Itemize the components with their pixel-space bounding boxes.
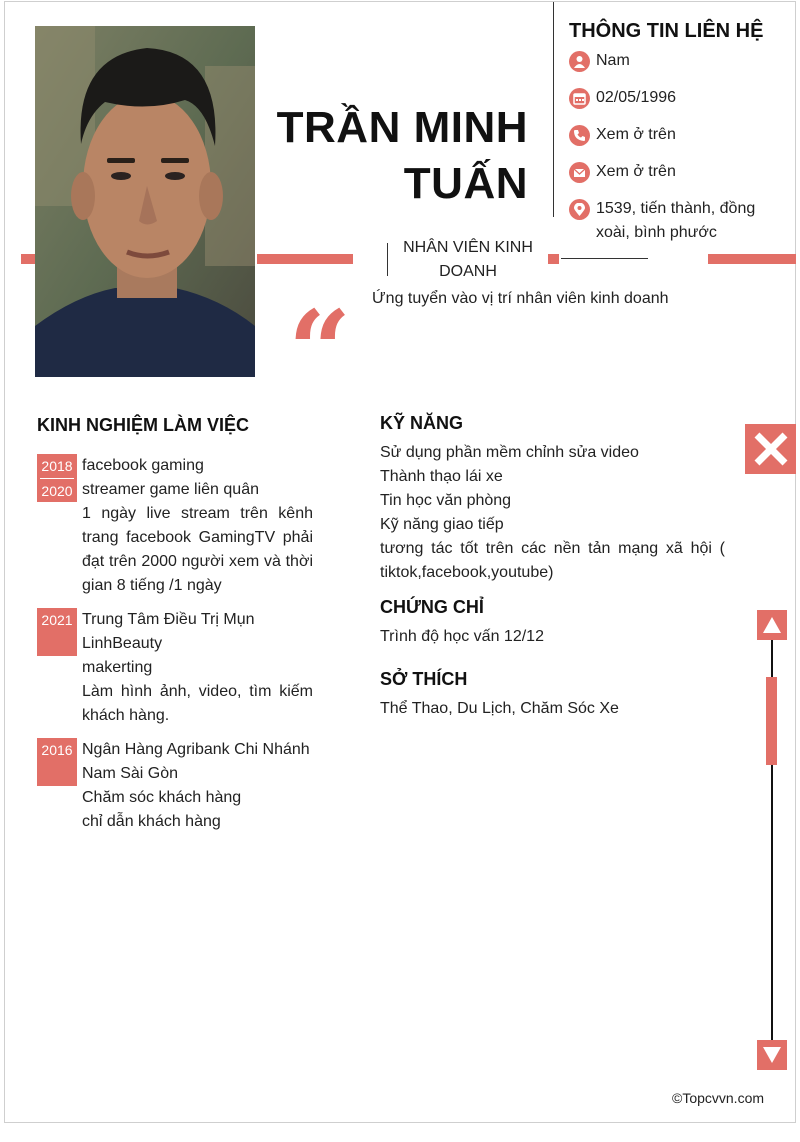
experience-company: Trung Tâm Điều Trị Mụn LinhBeauty (82, 611, 255, 652)
contact-phone-text: Xem ở trên (596, 126, 676, 143)
name-line-1: TRẦN MINH (276, 103, 528, 152)
email-icon (569, 162, 590, 183)
scroll-down-button[interactable] (757, 1040, 787, 1070)
contact-email-text: Xem ở trên (596, 163, 676, 180)
thin-rule (561, 258, 648, 259)
year-start: 2016 (41, 742, 73, 758)
experience-title: KINH NGHIỆM LÀM VIỆC (37, 415, 250, 435)
footer-credit: ©Topcvvn.com (672, 1090, 765, 1106)
experience-year (37, 454, 77, 502)
experience-year (37, 608, 77, 656)
close-icon (754, 432, 788, 466)
skill-item: Sử dụng phần mềm chỉnh sửa video (380, 444, 639, 461)
arrow-down-icon (762, 1046, 782, 1064)
user-icon (569, 51, 590, 72)
experience-body (82, 454, 313, 598)
accent-bar-mid (257, 254, 353, 264)
experience-year (37, 738, 77, 786)
profile-photo (35, 26, 255, 377)
experience-item (37, 738, 313, 834)
name-line-2: TUẤN (403, 159, 528, 208)
experience-description: chỉ dẫn khách hàng (82, 813, 221, 830)
year-end: 2020 (40, 478, 74, 503)
skill-item: Thành thạo lái xe (380, 468, 503, 485)
experience-item (37, 608, 313, 728)
contact-divider (553, 2, 554, 217)
experience-company: facebook gaming (82, 457, 204, 474)
full-name (277, 100, 528, 212)
accent-bar-right (708, 254, 796, 264)
experience-description: Làm hình ảnh, video, tìm kiếm khách hàng. (82, 683, 313, 724)
contact-title: THÔNG TIN LIÊN HỆ (569, 20, 764, 42)
contact-address (569, 197, 789, 245)
title-divider (387, 243, 388, 276)
year-start: 2018 (41, 458, 73, 474)
career-objective: Ứng tuyển vào vị trí nhân viên kinh doanh (372, 290, 669, 307)
experience-description: 1 ngày live stream trên kênh trang facebook GamingTV phải đạt trên 2000 người xem và thời gian 8 tiếng /1 ngày (82, 505, 313, 594)
contact-address-text: 1539, tiến thành, đồng xoài, bình phước (596, 200, 756, 241)
calendar-icon (569, 88, 590, 109)
close-button[interactable] (745, 424, 796, 474)
hobbies-title: SỞ THÍCH (380, 669, 468, 689)
contact-email (569, 160, 789, 184)
skill-item: Tin học văn phòng (380, 492, 512, 509)
contact-gender (569, 49, 789, 73)
accent-bar-left (21, 254, 35, 264)
job-title: NHÂN VIÊN KINH DOANH (403, 239, 533, 280)
skills-list (380, 441, 725, 585)
phone-icon (569, 125, 590, 146)
hobbies-text: Thể Thao, Du Lịch, Chăm Sóc Xe (380, 700, 619, 717)
experience-position: makerting (82, 659, 153, 676)
skill-item: Kỹ năng giao tiếp (380, 516, 504, 533)
arrow-up-icon (762, 616, 782, 634)
accent-bar-small (548, 254, 559, 264)
certificates-text: Trình độ học vấn 12/12 (380, 628, 544, 645)
profile-photo-image (35, 26, 255, 377)
experience-position: streamer game liên quân (82, 481, 259, 498)
year-start: 2021 (41, 612, 73, 628)
certificates-title: CHỨNG CHỈ (380, 597, 484, 617)
scroll-thumb[interactable] (766, 677, 777, 765)
experience-body (82, 738, 313, 834)
contact-birthday-text: 02/05/1996 (596, 89, 677, 106)
experience-item (37, 454, 313, 598)
contact-gender-text: Nam (596, 52, 630, 69)
scroll-track[interactable] (771, 640, 773, 1040)
skill-item: tương tác tốt trên các nền tản mạng xã hội ( tiktok,facebook,youtube) (380, 540, 725, 581)
contact-birthday (569, 86, 789, 110)
contact-phone (569, 123, 789, 147)
experience-body (82, 608, 313, 728)
location-icon (569, 199, 590, 220)
experience-company: Ngân Hàng Agribank Chi Nhánh Nam Sài Gòn (82, 741, 310, 782)
skills-title: KỸ NĂNG (380, 413, 464, 433)
scroll-up-button[interactable] (757, 610, 787, 640)
quote-icon: “ (288, 286, 352, 415)
experience-position: Chăm sóc khách hàng (82, 789, 242, 806)
